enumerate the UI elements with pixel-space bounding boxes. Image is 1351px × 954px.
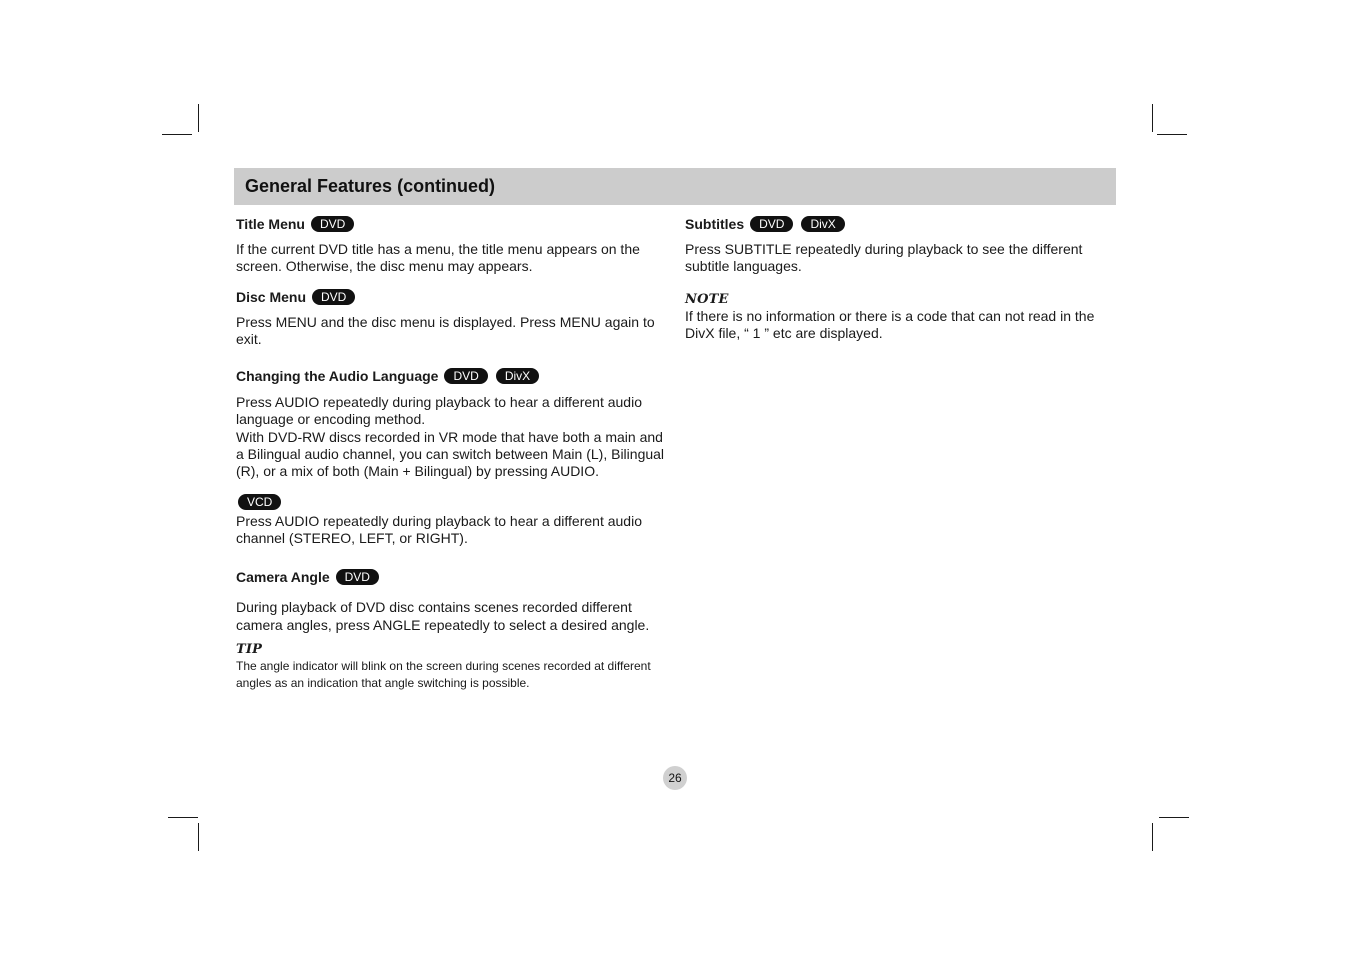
vcd-heading: [236, 493, 668, 511]
camera-angle-heading: [236, 567, 668, 587]
crop-mark: [1159, 817, 1189, 818]
dvd-badge: DVD: [336, 569, 379, 585]
note-text: If there is no information or there is a code that can not read in the DivX file, “ 1 ” etc are displayed.: [685, 307, 1095, 341]
dvd-badge: DVD: [750, 216, 793, 232]
title-menu-heading: [236, 214, 668, 234]
crop-mark: [1152, 104, 1153, 132]
heading-label: Camera Angle: [236, 569, 330, 586]
section-header-bar: [234, 168, 1116, 205]
crop-mark: [1152, 823, 1153, 851]
vcd-badge: VCD: [238, 494, 281, 510]
crop-mark: [168, 817, 198, 818]
subtitles-heading: [685, 214, 1117, 234]
dvd-badge: DVD: [312, 289, 355, 305]
heading-label: Changing the Audio Language: [236, 368, 439, 385]
crop-mark: [198, 823, 199, 851]
crop-mark: [1157, 134, 1187, 135]
disc-menu-heading: [236, 287, 668, 307]
tip-label: TIP: [236, 641, 263, 657]
title-menu-text: If the current DVD title has a menu, the title menu appears on the screen. Otherwise, the disc menu may appears.: [236, 241, 640, 275]
right-column: [685, 214, 1117, 342]
camera-angle-text: During playback of DVD disc contains scenes recorded different camera angles, press ANGLE repeatedly to select a desired angle.: [236, 599, 650, 633]
divx-badge: DivX: [496, 368, 539, 384]
audio-language-text: Press AUDIO repeatedly during playback to hear a different audio language or encoding method.: [236, 394, 642, 428]
audio-language-vr-text: With DVD-RW discs recorded in VR mode that have both a main and a Bilingual audio channel, you can switch between Main (L), Bilingual (R), or a mix of both (Main + Bilingual) by pressing AUDIO.: [236, 428, 665, 480]
heading-label: Disc Menu: [236, 288, 307, 305]
vcd-audio-text: Press AUDIO repeatedly during playback to hear a different audio channel (STEREO, LEFT, or RIGHT).: [236, 512, 642, 546]
subtitles-text: Press SUBTITLE repeatedly during playback to see the different subtitle languages.: [685, 241, 1083, 275]
page-number: 26: [663, 766, 687, 790]
divx-badge: DivX: [801, 216, 844, 232]
note-label: NOTE: [685, 291, 729, 307]
disc-menu-text: Press MENU and the disc menu is displayed. Press MENU again to exit.: [236, 313, 655, 347]
audio-language-heading: [236, 366, 668, 386]
heading-label: Subtitles: [685, 216, 745, 232]
page-title: General Features (continued): [245, 176, 496, 196]
dvd-badge: DVD: [311, 216, 354, 232]
crop-mark: [162, 134, 192, 135]
left-column: [236, 214, 668, 692]
crop-mark: [198, 104, 199, 132]
tip-text: The angle indicator will blink on the screen during scenes recorded at different angles as an indication that angle switching is possible.: [236, 658, 651, 690]
dvd-badge: DVD: [444, 368, 487, 384]
heading-label: Title Menu: [236, 216, 305, 232]
